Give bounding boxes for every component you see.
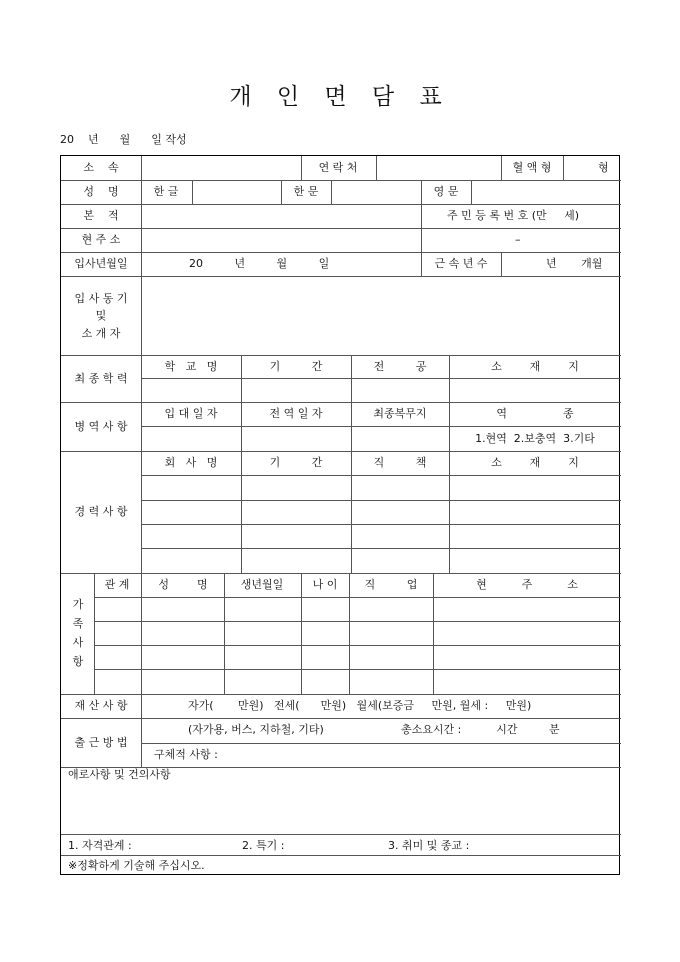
col-name: 성 명	[158, 578, 208, 591]
label-property: 재 산 사 항	[74, 699, 128, 712]
label-blood-type: 혈 액 형	[512, 161, 552, 174]
commute-detail: 구체적 사항 :	[154, 748, 218, 761]
label-family-char: 족	[72, 617, 84, 630]
service-type-options: 1.현역 2.보충역 3.기타	[475, 432, 595, 445]
col-last-post: 최종복무지	[373, 407, 427, 420]
row-divider	[141, 500, 621, 501]
col-age: 나 이	[312, 578, 338, 591]
row-divider	[141, 426, 621, 427]
col-enlist-date: 입 대 일 자	[164, 407, 218, 420]
hire-date-value: 20 년 월 일	[189, 257, 330, 270]
row-divider	[61, 834, 621, 835]
row-divider	[61, 402, 621, 403]
label-contact: 연 락 처	[318, 161, 358, 174]
row-divider	[61, 573, 621, 574]
special-skills: 2. 특기 :	[242, 839, 285, 852]
col-occupation: 직 업	[364, 578, 418, 591]
row-divider	[61, 718, 621, 719]
label-years-of-service: 근 속 년 수	[434, 257, 488, 270]
col-major: 전 공	[373, 360, 427, 373]
col-service-type: 역 종	[496, 407, 574, 420]
label-referrer: 소 개 자	[81, 327, 121, 340]
label-commute: 출 근 방 법	[74, 736, 128, 749]
row-divider	[141, 548, 621, 549]
row-divider	[141, 524, 621, 525]
label-difficulties: 애로사항 및 건의사항	[68, 768, 171, 781]
footnote: ※정확하게 기술해 주십시오.	[68, 859, 205, 872]
column-divider	[241, 355, 242, 573]
commute-means: (자가용, 버스, 지하철, 기타)	[188, 723, 324, 736]
years-of-service-value: 년 개월	[546, 257, 603, 270]
column-divider	[331, 180, 332, 204]
row-divider	[61, 855, 621, 856]
column-divider	[192, 180, 193, 204]
label-name-chinese: 한 문	[293, 185, 319, 198]
hobby-religion: 3. 취미 및 종교 :	[388, 839, 470, 852]
date-line: 20 년 월 일 작성	[60, 133, 187, 146]
label-address: 현 주 소	[81, 233, 121, 246]
commute-time: 총소요시간 : 시간 분	[401, 723, 560, 736]
col-company-name: 회 사 명	[164, 456, 218, 469]
col-location: 소 재 지	[491, 456, 579, 469]
col-school-name: 학 교 명	[164, 360, 218, 373]
column-divider	[141, 156, 142, 767]
column-divider	[376, 156, 377, 180]
row-divider	[61, 276, 621, 277]
row-divider	[94, 669, 621, 670]
col-period: 기 간	[269, 456, 323, 469]
column-divider	[449, 355, 450, 573]
label-name: 성 명	[83, 185, 119, 198]
row-divider	[61, 180, 621, 181]
label-family-char: 사	[72, 636, 84, 649]
column-divider	[301, 156, 302, 180]
column-divider	[351, 355, 352, 573]
column-divider	[281, 180, 282, 204]
label-hire-date: 입사년월일	[74, 257, 128, 270]
label-registered-domicile: 본 적	[83, 209, 119, 222]
row-divider	[94, 645, 621, 646]
column-divider	[501, 156, 502, 180]
row-divider	[141, 378, 621, 379]
label-family-char: 가	[72, 598, 84, 611]
col-relation: 관 계	[104, 578, 130, 591]
row-divider	[61, 204, 621, 205]
row-divider	[141, 475, 621, 476]
label-education: 최 종 학 력	[74, 372, 128, 385]
row-divider	[61, 694, 621, 695]
col-address: 현 주 소	[476, 578, 578, 591]
page-title: 개 인 면 담 표	[229, 84, 451, 110]
row-divider	[61, 252, 621, 253]
col-location: 소 재 지	[491, 360, 579, 373]
label-name-korean: 한 글	[153, 185, 179, 198]
column-divider	[349, 573, 350, 694]
label-family-char: 항	[72, 655, 84, 668]
property-detail: 자가( 만원) 전세( 만원) 월세(보증금 만원, 월세 : 만원)	[188, 699, 532, 712]
blood-type-unit: 형	[598, 161, 609, 174]
col-discharge-date: 전 역 일 자	[269, 407, 323, 420]
label-career: 경 력 사 항	[74, 505, 128, 518]
row-divider	[61, 451, 621, 452]
interview-form	[60, 155, 620, 875]
qualifications: 1. 자격관계 :	[68, 839, 132, 852]
col-period: 기 간	[269, 360, 323, 373]
column-divider	[94, 573, 95, 694]
label-department: 소 속	[83, 161, 119, 174]
column-divider	[224, 573, 225, 694]
col-birth-date: 생년월일	[240, 578, 284, 591]
column-divider	[421, 204, 422, 276]
column-divider	[471, 180, 472, 204]
resident-number-dash: –	[515, 233, 521, 246]
row-divider	[61, 355, 621, 356]
label-name-english: 영 문	[433, 185, 459, 198]
row-divider	[61, 228, 621, 229]
row-divider	[94, 597, 621, 598]
column-divider	[433, 573, 434, 694]
column-divider	[563, 156, 564, 180]
label-motive: 입 사 동 기	[74, 292, 128, 305]
col-position: 직 책	[373, 456, 427, 469]
column-divider	[501, 252, 502, 276]
label-resident-number: 주 민 등 록 번 호 (만 세)	[447, 209, 580, 222]
column-divider	[421, 180, 422, 204]
column-divider	[301, 573, 302, 694]
label-military: 병 역 사 항	[74, 420, 128, 433]
label-motive-and: 및	[95, 309, 107, 322]
row-divider	[94, 621, 621, 622]
row-divider	[141, 743, 621, 744]
